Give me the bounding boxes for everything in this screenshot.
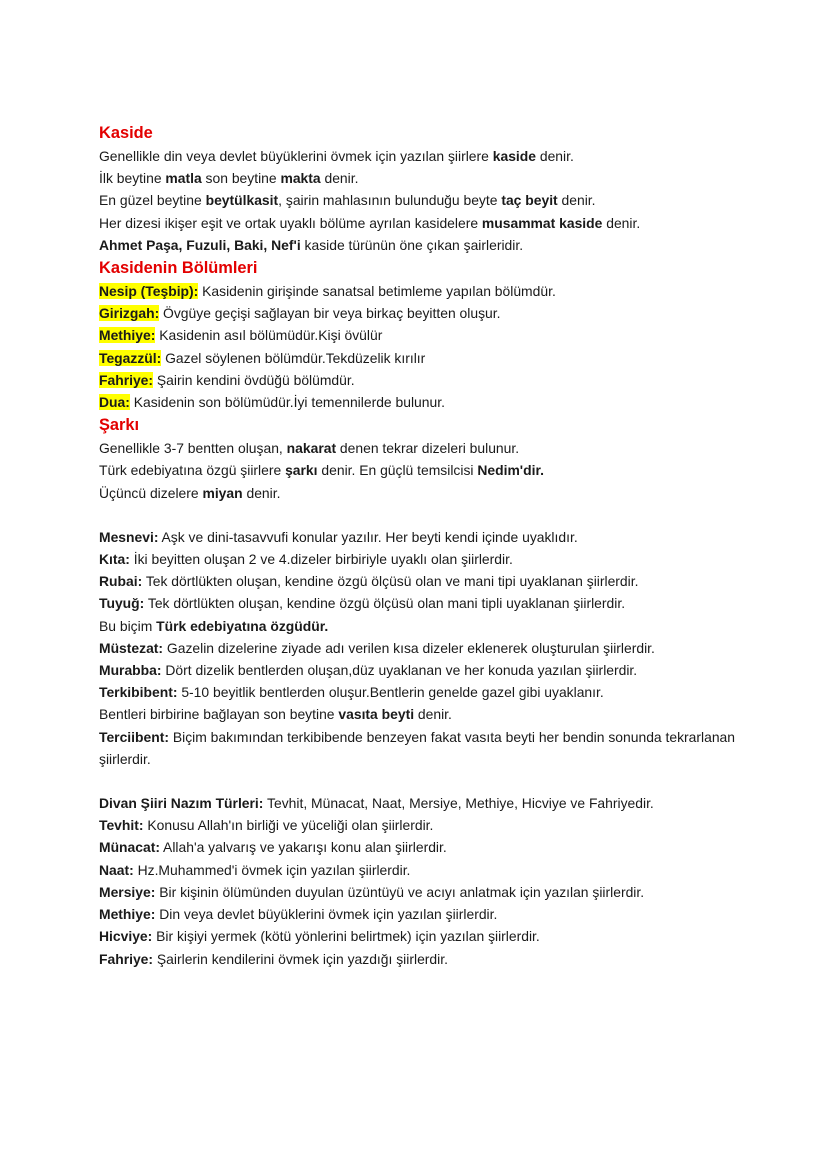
section-item xyxy=(99,302,759,324)
text-line xyxy=(99,814,759,836)
line-text: , şairin mahlasının bulunduğu beyte xyxy=(278,192,502,209)
item-text: Kasidenin girişinde sanatsal betimleme yapılan bölümdür. xyxy=(198,283,556,300)
highlighted-term: Fahriye: xyxy=(99,371,154,388)
line-text: Türk edebiyatına özgü şiirlere xyxy=(99,462,286,479)
line-text: Genellikle 3-7 bentten oluşan, xyxy=(99,440,287,457)
bold-term: Münacat: xyxy=(99,839,160,856)
text-line xyxy=(99,615,759,637)
text-line xyxy=(99,145,759,167)
item-text: Övgüye geçişi sağlayan bir veya birkaç beyitten oluşur. xyxy=(159,305,501,322)
item-text: Şairin kendini övdüğü bölümdür. xyxy=(153,371,355,388)
line-text: denir. xyxy=(602,214,641,231)
text-line xyxy=(99,212,759,234)
bold-term: Mesnevi: xyxy=(99,528,159,545)
bold-term: Mersiye: xyxy=(99,883,156,900)
spacer xyxy=(99,504,759,526)
section-item xyxy=(99,391,759,413)
line-text: denir. xyxy=(414,706,452,723)
kaside-heading: Kaside xyxy=(99,124,153,142)
section-item xyxy=(99,347,759,369)
highlighted-term: Nesip (Teşbip): xyxy=(99,283,199,300)
line-text: denir. xyxy=(242,484,281,501)
bold-term: Müstezat: xyxy=(99,639,164,656)
line-text: denir. xyxy=(320,170,359,187)
line-text: Bir kişiyi yermek (kötü yönlerini belirtmek) için yazılan şiirlerdir. xyxy=(152,928,540,945)
text-line xyxy=(99,659,759,681)
highlighted-term: Dua: xyxy=(99,394,130,411)
line-text: Tevhit, Münacat, Naat, Mersiye, Methiye, Hicviye ve Fahriyedir. xyxy=(263,795,654,812)
line-text: denen tekrar dizeleri bulunur. xyxy=(336,440,520,457)
highlighted-term: Girizgah: xyxy=(99,305,160,322)
line-text: Şairlerin kendilerini övmek için yazdığı şiirlerdir. xyxy=(153,950,448,967)
bold-term: Türk edebiyatına özgüdür. xyxy=(156,617,329,634)
line-text: Hz.Muhammed'i övmek için yazılan şiirlerdir. xyxy=(133,861,411,878)
line-text: Biçim bakımından terkibibende benzeyen fakat vasıta beyti her bendin sonunda tekrarlanan şiirlerdir. xyxy=(99,728,735,767)
line-text: kaside türünün öne çıkan şairleridir. xyxy=(300,236,524,253)
item-text: Kasidenin son bölümüdür.İyi temennilerde bulunur. xyxy=(129,394,445,411)
spacer xyxy=(99,770,759,792)
line-text: denir. xyxy=(536,148,574,164)
bolumler-heading: Kasidenin Bölümleri xyxy=(99,259,258,278)
text-line xyxy=(99,681,759,703)
line-text: denir. En güçlü temsilcisi xyxy=(317,462,478,479)
bold-term: Methiye: xyxy=(99,906,156,923)
bold-term: Fahriye: xyxy=(99,950,154,967)
bold-term: miyan xyxy=(202,484,243,501)
bold-term: Tevhit: xyxy=(99,817,144,834)
line-text: denir. xyxy=(557,192,596,209)
bold-term: matla xyxy=(165,170,202,187)
bold-term: makta xyxy=(280,170,321,187)
text-line xyxy=(99,903,759,925)
bold-term: Hicviye: xyxy=(99,928,153,945)
line-text: Bu biçim xyxy=(99,617,157,634)
text-line xyxy=(99,792,759,814)
bold-term: musammat kaside xyxy=(481,214,603,231)
text-line xyxy=(99,167,759,189)
highlighted-term: Methiye: xyxy=(99,327,156,344)
item-text: Gazel söylenen bölümdür.Tekdüzelik kırılır xyxy=(161,349,426,366)
text-line xyxy=(99,437,759,459)
line-text: Genellikle din veya devlet büyüklerini övmek için yazılan şiirlere xyxy=(99,148,493,164)
bold-term: beytülkasit xyxy=(205,192,279,209)
line-text: Aşk ve dini-tasavvufi konular yazılır. Her beyti kendi içinde uyaklıdır. xyxy=(158,528,578,545)
bold-term: şarkı xyxy=(285,462,318,479)
text-line xyxy=(99,234,759,256)
text-line xyxy=(99,189,759,211)
sarki-section xyxy=(99,437,759,504)
highlighted-term: Tegazzül: xyxy=(99,349,162,366)
text-line xyxy=(99,548,759,570)
text-line xyxy=(99,726,759,770)
bold-term: Naat: xyxy=(99,861,134,878)
line-text: En güzel beytine xyxy=(99,192,206,209)
bold-term: Terciibent: xyxy=(99,728,169,745)
text-line xyxy=(99,836,759,858)
text-line xyxy=(99,637,759,659)
item-text: Kasidenin asıl bölümüdür.Kişi övülür xyxy=(155,327,383,344)
text-line xyxy=(99,482,759,504)
document-body xyxy=(99,121,759,970)
line-text: İlk beytine xyxy=(99,170,166,187)
line-text: Gazelin dizelerine ziyade adı verilen kısa dizeler eklenerek oluşturulan şiirlerdir. xyxy=(163,639,655,656)
text-line xyxy=(99,592,759,614)
line-text: Her dizesi ikişer eşit ve ortak uyaklı bölüme ayrılan kasidelere xyxy=(99,214,482,231)
bold-term: Divan Şiiri Nazım Türleri: xyxy=(99,795,264,812)
bold-term: Nedim'dir. xyxy=(477,462,544,479)
bold-term: Ahmet Paşa, Fuzuli, Baki, Nef'i xyxy=(99,236,301,253)
line-text: 5-10 beyitlik bentlerden oluşur.Bentlerin genelde gazel gibi uyaklanır. xyxy=(177,684,604,701)
text-line xyxy=(99,925,759,947)
text-line xyxy=(99,703,759,725)
section-item xyxy=(99,280,759,302)
line-text: Dört dizelik bentlerden oluşan,düz uyaklanan ve her konuda yazılan şiirlerdir. xyxy=(161,662,638,679)
line-text: Bentleri birbirine bağlayan son beytine xyxy=(99,706,339,723)
text-line xyxy=(99,859,759,881)
text-line xyxy=(99,526,759,548)
line-text: son beytine xyxy=(201,170,281,187)
line-text: Bir kişinin ölümünden duyulan üzüntüyü ve acıyı anlatmak için yazılan şiirlerdir. xyxy=(155,883,645,900)
bold-term: Murabba: xyxy=(99,662,162,679)
line-text: Tek dörtlükten oluşan, kendine özgü ölçüsü olan mani tipli uyaklanan şiirlerdir. xyxy=(144,595,626,612)
text-line xyxy=(99,948,759,970)
bold-term: taç beyit xyxy=(501,192,558,209)
text-line xyxy=(99,570,759,592)
line-text: İki beyitten oluşan 2 ve 4.dizeler birbiriyle uyaklı olan şiirlerdir. xyxy=(129,551,513,568)
kaside-section xyxy=(99,145,759,256)
bold-term: nakarat xyxy=(286,440,337,457)
nazim-section xyxy=(99,792,759,970)
bold-term: Tuyuğ: xyxy=(99,595,145,612)
line-text: Üçüncü dizelere xyxy=(99,484,203,501)
bold-term: Terkibibent: xyxy=(99,684,178,701)
turler-section xyxy=(99,526,759,770)
section-item xyxy=(99,324,759,346)
bold-term: kaside xyxy=(492,148,536,164)
bold-term: Rubai: xyxy=(99,573,143,590)
bolumler-section xyxy=(99,280,759,413)
sarki-heading: Şarkı xyxy=(99,416,140,435)
text-line xyxy=(99,459,759,481)
bold-term: vasıta beyti xyxy=(338,706,415,723)
bold-term: Kıta: xyxy=(99,551,130,568)
text-line xyxy=(99,881,759,903)
line-text: Allah'a yalvarış ve yakarışı konu alan şiirlerdir. xyxy=(159,839,447,856)
line-text: Konusu Allah'ın birliği ve yüceliği olan şiirlerdir. xyxy=(143,817,434,834)
line-text: Tek dörtlükten oluşan, kendine özgü ölçüsü olan ve mani tipi uyaklanan şiirlerdir. xyxy=(142,573,639,590)
section-item xyxy=(99,369,759,391)
line-text: Din veya devlet büyüklerini övmek için yazılan şiirlerdir. xyxy=(155,906,498,923)
